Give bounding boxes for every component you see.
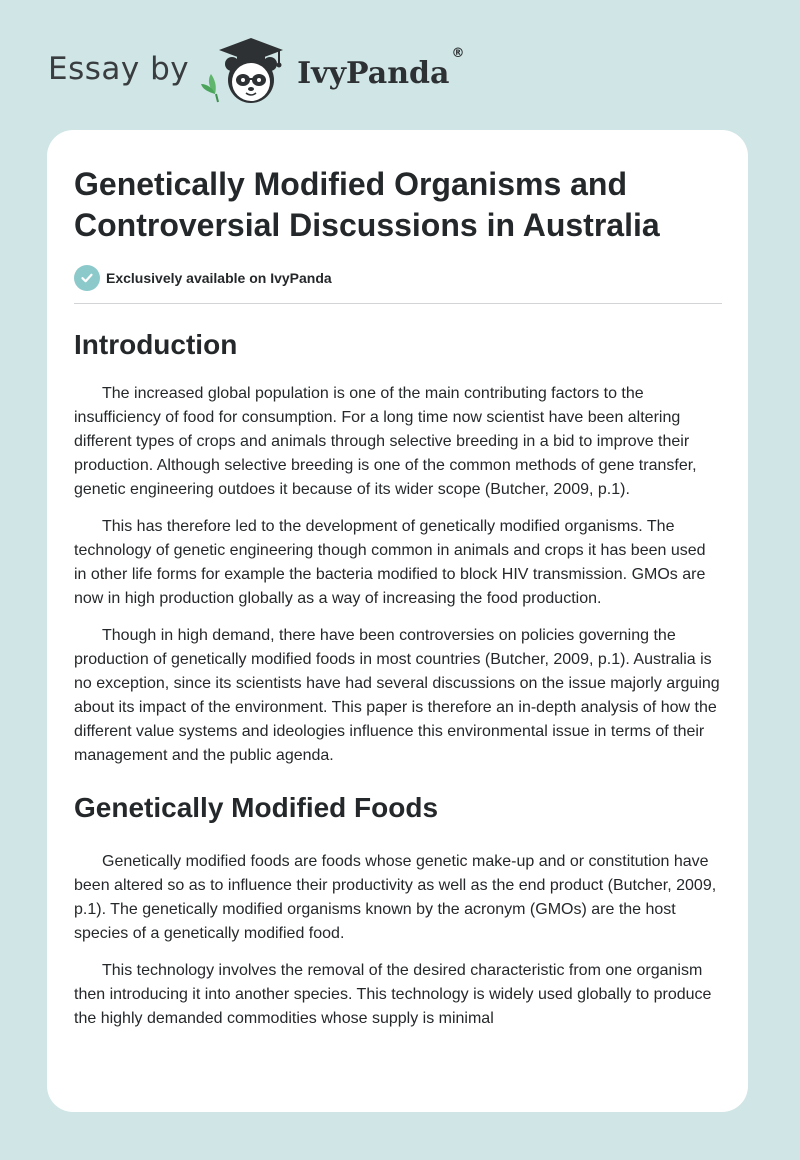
section-introduction [74, 328, 722, 768]
section-genetically-modified-foods [74, 791, 722, 1031]
paragraph: This technology involves the removal of the desired characteristic from one organism then introducing it into another species. This technology is widely used globally to produce the highly demanded commodities whose supply is minimal [74, 962, 712, 1027]
paragraph: Genetically modified foods are foods whose genetic make-up and or constitution have been altered so as to influence their productivity as well as the end product (Butcher, 2009, p.1). The genetically modified organisms known by the acronym (GMOs) are the host species of a genetically modified food. [74, 853, 717, 942]
section-heading: Introduction [74, 329, 238, 360]
exclusive-label: Exclusively available on IvyPanda [106, 270, 332, 286]
section-heading: Genetically Modified Foods [74, 792, 439, 823]
paragraph: The increased global population is one of the main contributing factors to the insufficiency of food for consumption. For a long time now scientist have been altering different types of crops and animals through selective breeding in a bid to improve their production. Although selective breeding is one of the common methods of gene transfer, genetic engineering outdoes it because of its wider scope (Butcher, 2009, p.1). [74, 385, 697, 498]
exclusive-badge [74, 265, 722, 291]
panda-logo-icon[interactable] [201, 34, 293, 108]
paragraph: Though in high demand, there have been controversies on policies governing the production of genetically modified foods in most countries (Butcher, 2009, p.1). Australia is no exception, since its scientists have had several discussions on the issue majorly arguing about its impact of the environment. This paper is therefore an in-depth analysis of how the different value systems and ideologies influence this environmental issue in terms of their management and the public agenda. [74, 627, 720, 764]
essay-by-label: Essay by [48, 51, 190, 87]
check-circle-icon [74, 265, 100, 291]
site-header [48, 34, 464, 108]
essay-title: Genetically Modified Organisms and Controversial Discussions in Australia [74, 166, 660, 243]
paragraph: This has therefore led to the development of genetically modified organisms. The technology of genetic engineering though common in animals and crops it has been used in other life forms for example the bacteria modified to block HIV transmission. GMOs are now in high production globally as a way of increasing the food production. [74, 518, 706, 607]
brand-name: IvyPanda® [297, 45, 465, 91]
registered-mark: ® [451, 45, 465, 61]
essay-card [47, 130, 748, 1112]
title-divider [74, 303, 722, 304]
